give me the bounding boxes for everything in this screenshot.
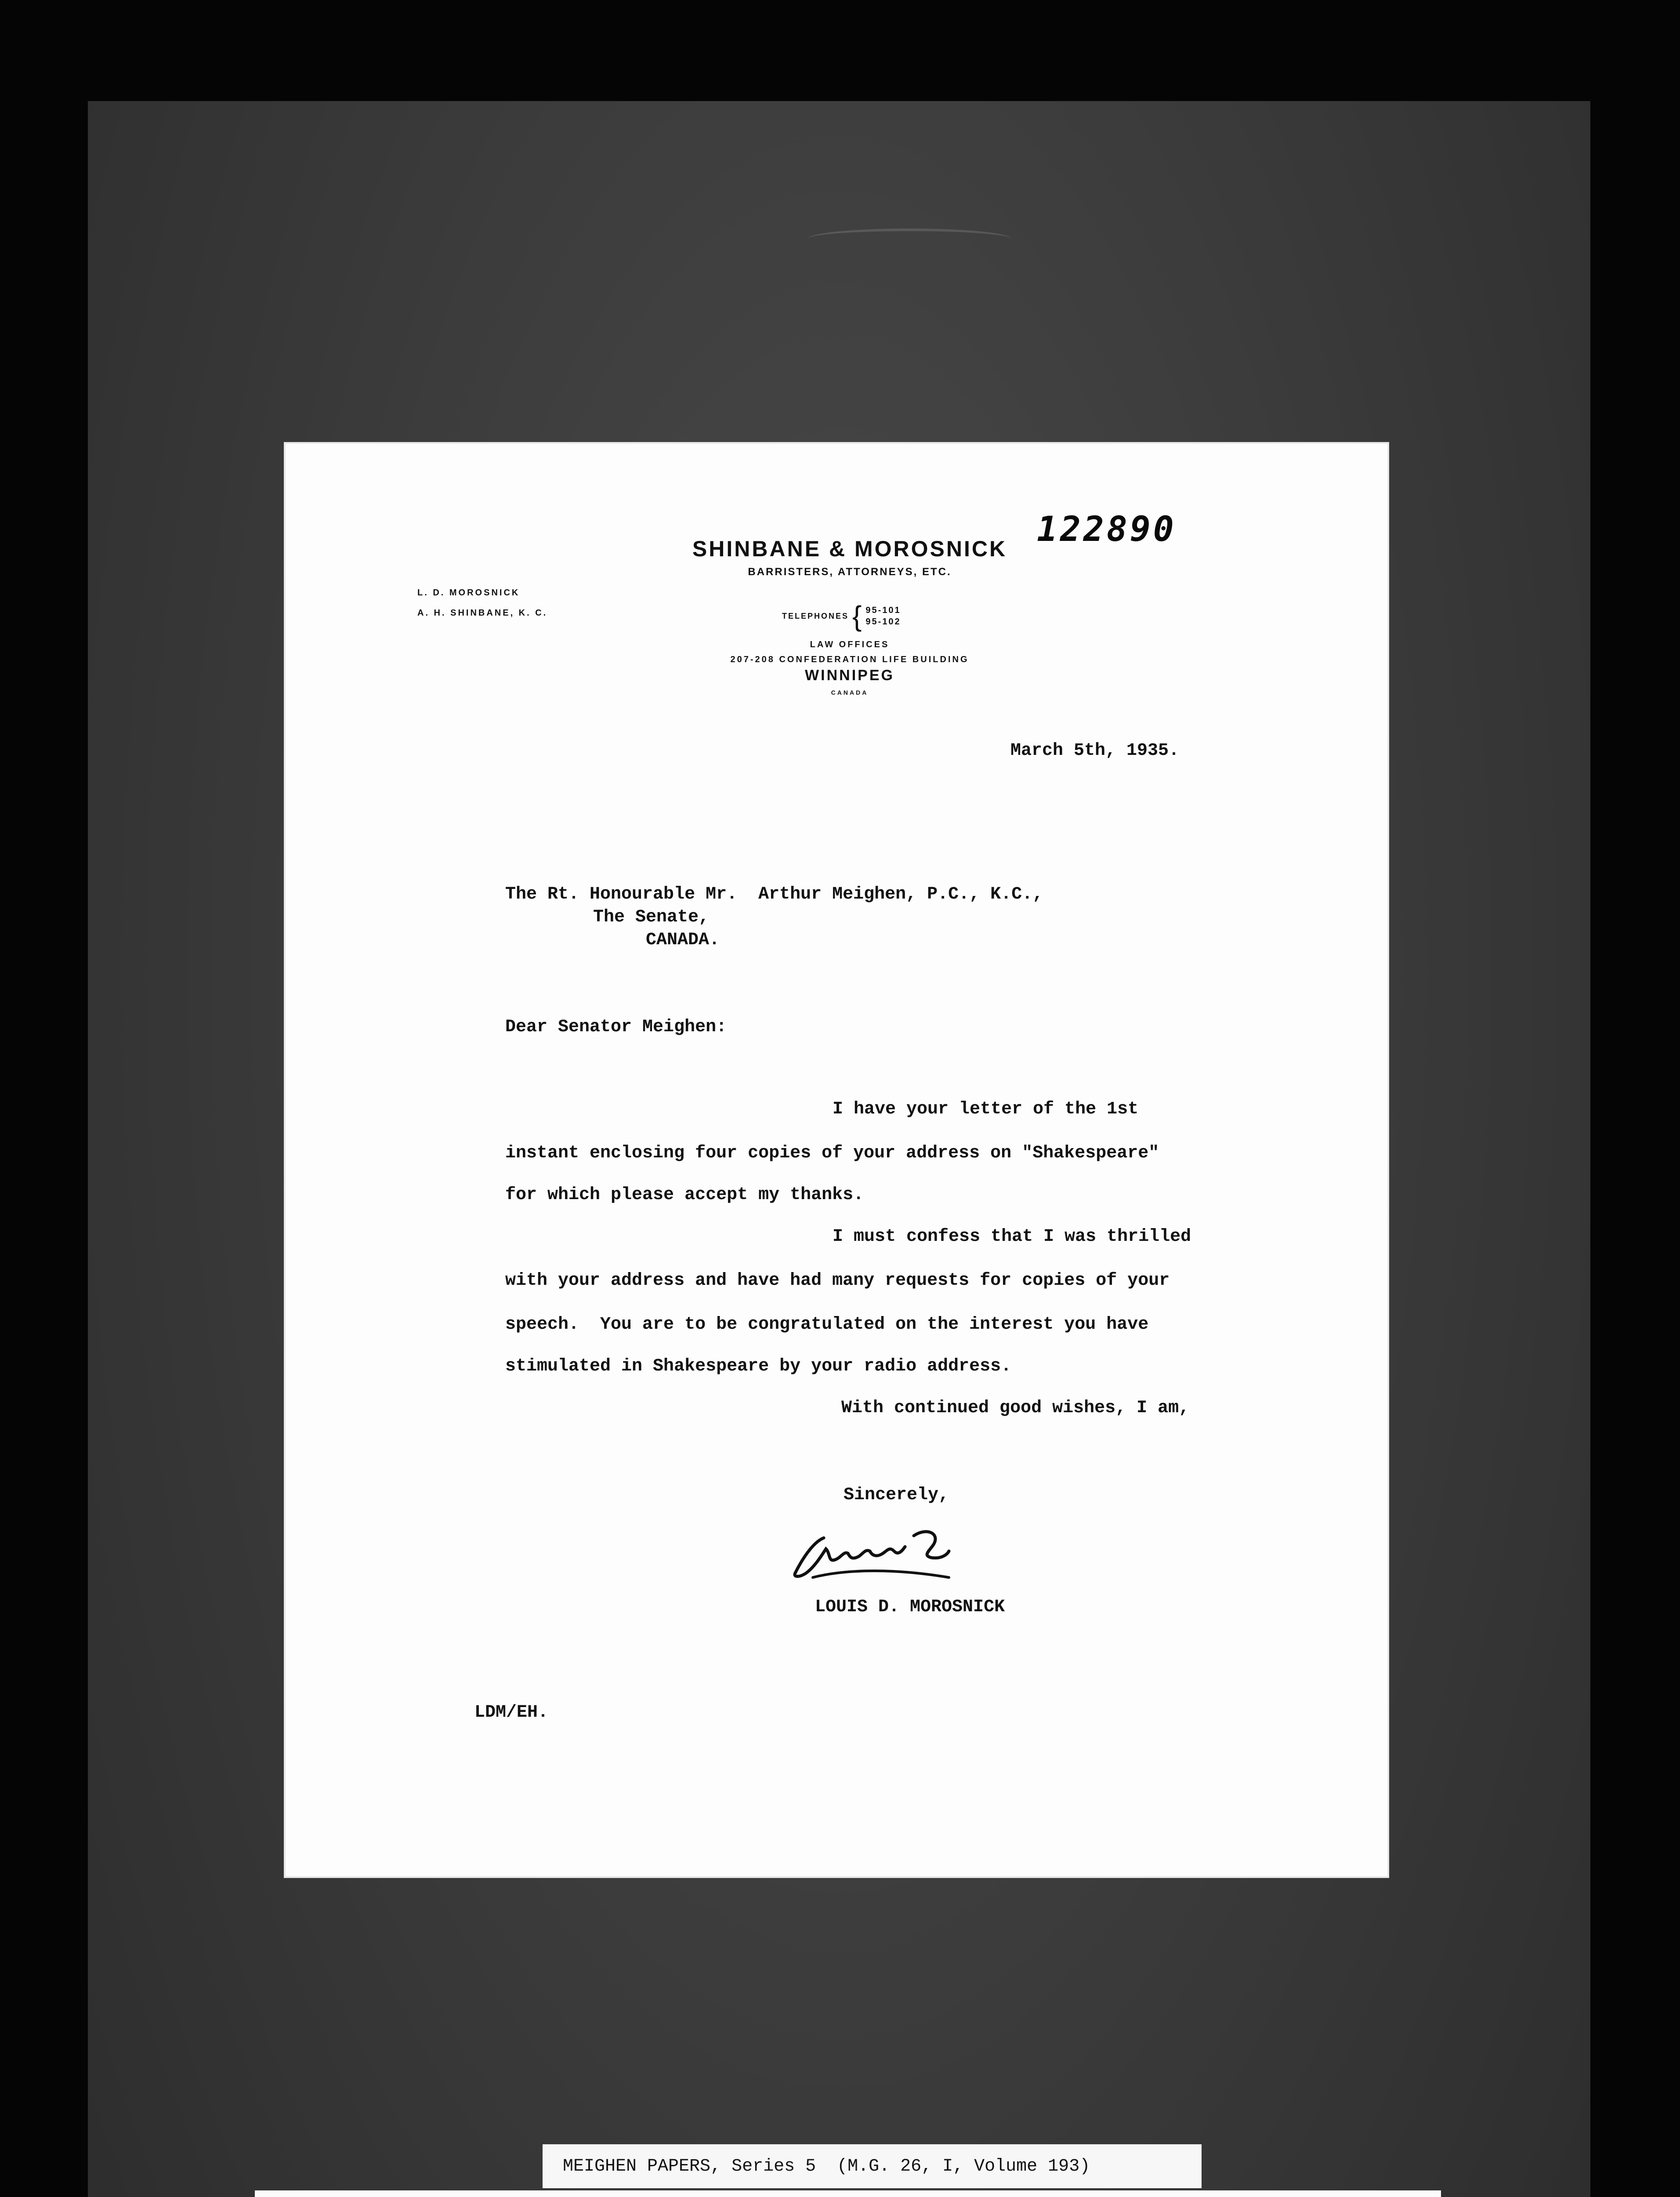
body-text: speech. You are to be congratulated on the interest you have bbox=[505, 1315, 1149, 1334]
body-text: instant enclosing four copies of your address on "Shakespeare" bbox=[505, 1143, 1159, 1163]
body-line bbox=[505, 1386, 1226, 1430]
letter-body bbox=[505, 1088, 1226, 1430]
recipient-line: CANADA. bbox=[646, 930, 720, 950]
recipient-line: The Senate, bbox=[593, 907, 710, 927]
body-line bbox=[505, 1175, 1226, 1215]
handwritten-signature bbox=[782, 1512, 1028, 1591]
mount-smudge bbox=[808, 228, 1010, 249]
letterhead-telephones bbox=[782, 602, 901, 630]
body-text: stimulated in Shakespeare by your radio address. bbox=[505, 1356, 1012, 1376]
letterhead-city: WINNIPEG bbox=[805, 667, 894, 684]
body-line bbox=[505, 1259, 1226, 1303]
closing: Sincerely, bbox=[844, 1485, 949, 1505]
letterhead-country: CANADA bbox=[831, 689, 869, 696]
telephone-number: 95-102 bbox=[865, 617, 901, 627]
body-text: with your address and have had many requests for copies of your bbox=[505, 1271, 1170, 1291]
archives-card bbox=[255, 2190, 1441, 2197]
recipient-address bbox=[505, 883, 1043, 952]
partner-name: A. H. SHINBANE, K. C. bbox=[417, 608, 548, 618]
telephone-numbers bbox=[865, 605, 901, 627]
document-number-stamp: 122890 bbox=[1037, 510, 1177, 549]
letterhead-offices bbox=[286, 637, 1387, 667]
body-line bbox=[505, 1215, 1226, 1259]
letter-page bbox=[286, 444, 1387, 1876]
body-line bbox=[505, 1347, 1226, 1386]
letterhead-partners bbox=[417, 583, 547, 623]
typist-initials: LDM/EH. bbox=[474, 1703, 549, 1722]
offices-line: LAW OFFICES bbox=[810, 640, 890, 649]
body-line bbox=[505, 1088, 1226, 1131]
telephone-number: 95-101 bbox=[865, 605, 901, 615]
series-label: MEIGHEN PAPERS, Series 5 (M.G. 26, I, Volume 193) bbox=[543, 2144, 1202, 2188]
offices-line: 207-208 CONFEDERATION LIFE BUILDING bbox=[730, 655, 969, 664]
partner-name: L. D. MOROSNICK bbox=[417, 588, 520, 598]
brace-glyph: { bbox=[852, 600, 863, 632]
telephones-label: TELEPHONES bbox=[782, 611, 849, 620]
body-line bbox=[505, 1131, 1226, 1175]
signer-name: LOUIS D. MOROSNICK bbox=[815, 1597, 1005, 1617]
letterhead-subtitle: BARRISTERS, ATTORNEYS, ETC. bbox=[748, 566, 952, 578]
body-text: I must confess that I was thrilled bbox=[833, 1227, 1191, 1247]
body-text: for which please accept my thanks. bbox=[505, 1185, 864, 1205]
letter-date: March 5th, 1935. bbox=[1010, 741, 1180, 761]
salutation: Dear Senator Meighen: bbox=[505, 1017, 727, 1037]
recipient-line: The Rt. Honourable Mr. Arthur Meighen, P.C., K.C., bbox=[505, 885, 1043, 904]
body-line bbox=[505, 1303, 1226, 1347]
letterhead-firm: SHINBANE & MOROSNICK bbox=[692, 537, 1007, 561]
body-text: With continued good wishes, I am, bbox=[841, 1398, 1190, 1418]
body-text: I have your letter of the 1st bbox=[833, 1099, 1139, 1119]
